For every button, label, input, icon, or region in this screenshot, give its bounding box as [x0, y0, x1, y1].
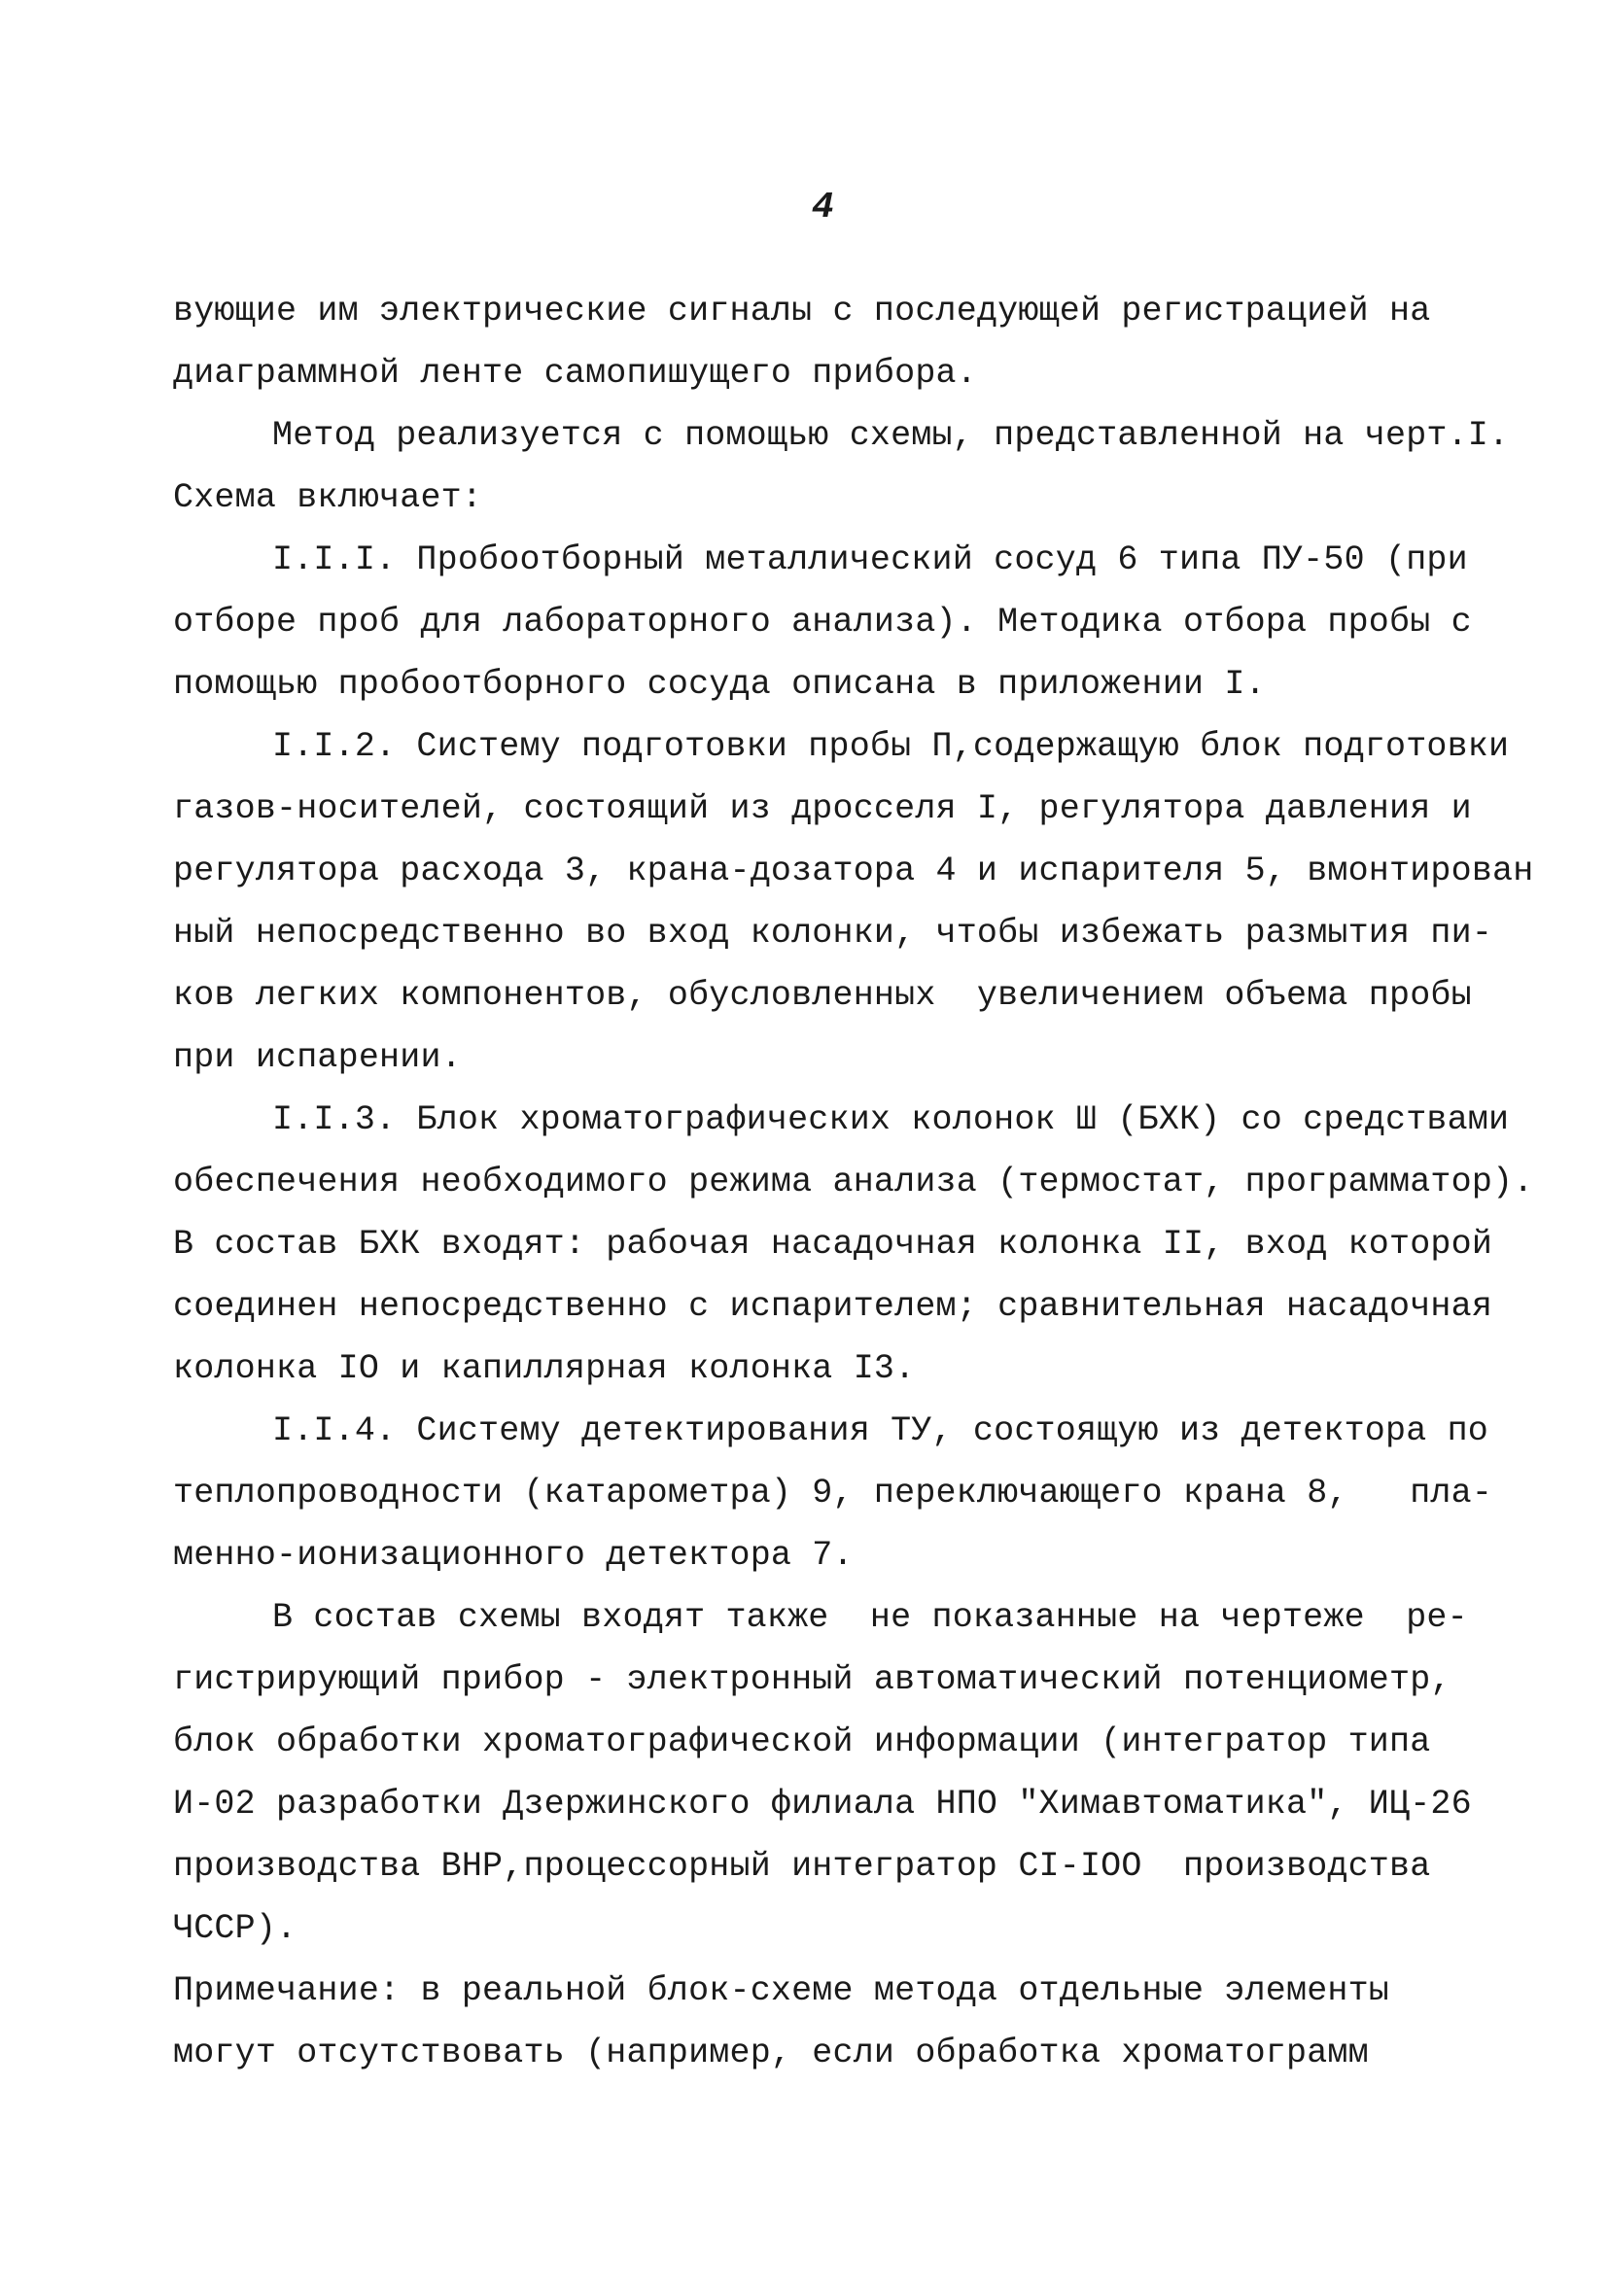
text-line-25: И-02 разработки Дзержинского филиала НПО "Химавтоматика", ИЦ-26 [173, 1785, 1472, 1824]
text-line-28: Примечание: в реальной блок-схеме метода отдельные элементы [173, 1971, 1390, 2010]
text-line-23: гистрирующий прибор - электронный автоматический потенциометр, [173, 1660, 1451, 1699]
text-line-10: регулятора расхода 3, крана-дозатора 4 и испарителя 5, вмонтирован [173, 852, 1534, 890]
text-line-15: обеспечения необходимого режима анализа (термостат, программатор). [173, 1163, 1534, 1201]
text-line-17: соединен непосредственно с испарителем; сравнительная насадочная [173, 1287, 1493, 1326]
text-line-8: I.I.2. Систему подготовки пробы П,содержащую блок подготовки [272, 727, 1510, 766]
text-line-16: В состав БХК входят: рабочая насадочная колонка II, вход которой [173, 1225, 1493, 1264]
text-line-3: Метод реализуется с помощью схемы, представленной на черт.I. [272, 416, 1510, 455]
text-line-6: отборе проб для лабораторного анализа). Методика отбора пробы с [173, 603, 1472, 642]
text-line-22: В состав схемы входят также не показанные на чертеже ре- [272, 1598, 1468, 1637]
text-line-29: могут отсутствовать (например, если обработка хроматограмм [173, 2034, 1369, 2072]
text-line-14: I.I.3. Блок хроматографических колонок Ш (БХК) со средствами [272, 1100, 1510, 1139]
text-line-2: диаграммной ленте самопишущего прибора. [173, 354, 977, 393]
text-line-19: I.I.4. Систему детектирования ТУ, состоящую из детектора по [272, 1411, 1489, 1450]
text-line-7: помощью пробоотборного сосуда описана в приложении I. [173, 665, 1266, 704]
text-line-26: производства ВНР,процессорный интегратор CI-IOO производства [173, 1847, 1431, 1886]
text-line-12: ков легких компонентов, обусловленных увеличением объема пробы [173, 976, 1472, 1015]
text-line-5: I.I.I. Пробоотборный металлический сосуд 6 типа ПУ-50 (при [272, 540, 1468, 579]
text-line-9: газов-носителей, состоящий из дросселя I, регулятора давления и [173, 789, 1472, 828]
text-line-11: ный непосредственно во вход колонки, чтобы избежать размытия пи- [173, 914, 1493, 953]
text-line-21: менно-ионизационного детектора 7. [173, 1536, 854, 1575]
text-line-18: колонка IO и капиллярная колонка I3. [173, 1349, 916, 1388]
text-line-13: при испарении. [173, 1038, 462, 1077]
text-line-27: ЧССР). [173, 1909, 297, 1948]
text-line-24: блок обработки хроматографической информации (интегратор типа [173, 1722, 1431, 1761]
page-number: 4 [812, 187, 834, 228]
text-line-4: Схема включает: [173, 478, 483, 517]
text-line-1: вующие им электрические сигналы с последующей регистрацией на [173, 292, 1431, 330]
text-line-20: теплопроводности (катарометра) 9, переключающего крана 8, пла- [173, 1474, 1493, 1513]
